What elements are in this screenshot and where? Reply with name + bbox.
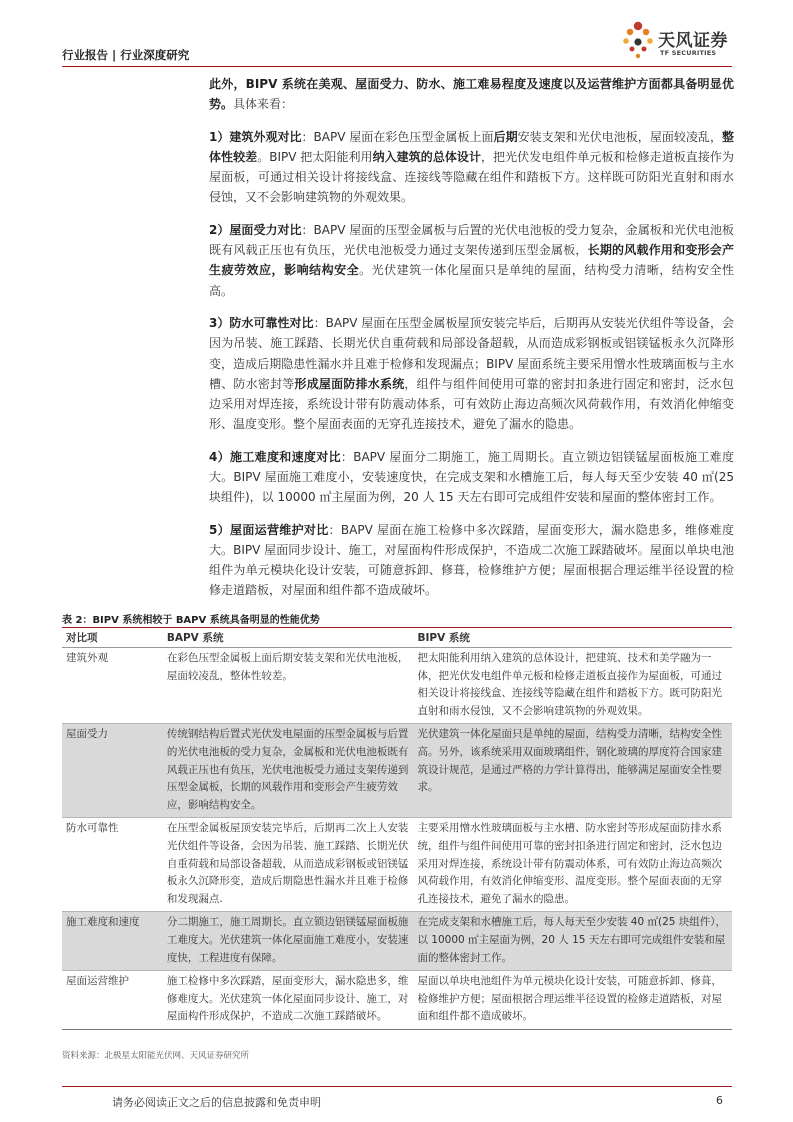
- row-bapv: 分二期施工，施工周期长。直立锁边铝镁锰屋面板施工难度大。光伏建筑一体化屋面施工难度小，安装速度快，工程进度有保障。: [164, 912, 415, 971]
- emphasis-text: 后期: [493, 129, 518, 144]
- row-bipv: 把太阳能利用纳入建筑的总体设计，把建筑、技术和美学融为一体，把光伏发电组件单元板和检修走道板直接作为屋面板，可通过相关设计将接线盒、连接线等隐藏在组件和踏板下方。既可防阳光直射和雨水侵蚀，又不会影响建筑物的外观效果。: [414, 648, 732, 724]
- header-item: 对比项: [62, 628, 164, 648]
- table-row: [62, 648, 732, 724]
- logo-mark-icon: [620, 20, 656, 64]
- footer-divider: [62, 1086, 732, 1087]
- row-item: 防水可靠性: [62, 818, 164, 912]
- header-bipv: BIPV 系统: [414, 628, 732, 648]
- body-run: ，组件与组件间使用可靠的密封扣条进行固定和密封，泛水包边采用对焊连接，系统设计带有防震动体系，可有效防止海边高频次风荷载作用，有效消化伸缩变形、温度变形。整个屋面表面的无穿孔连接技术，避免了漏水的隐患。: [209, 376, 734, 432]
- header-divider: [62, 66, 732, 67]
- data-source: 资料来源：北极星太阳能光伏网、天风证券研究所: [62, 1051, 250, 1061]
- paragraph-waterproof: [209, 313, 734, 434]
- body-run: ：BAPV 屋面分二期施工，施工周期长。直立锁边铝镁锰屋面板施工难度大。BIPV 屋面施工难度小，安装速度快，在完成支架和水槽施工后，每人每天至少安装 40 ㎡(25 块组件)，以 10000 ㎡主屋面为例，20 人 15 天左右即可完成组件安装和屋面的整体密封工作。: [209, 449, 734, 505]
- body-run: 。BIPV 把太阳能利用: [257, 150, 373, 164]
- comparison-table: [62, 627, 732, 1030]
- tf-securities-logo: [620, 20, 735, 64]
- body-run: ：BAPV 屋面在压型金属板屋顶安装完毕后，后期再从安装光伏组件等设备，会因为吊装、施工踩踏、长期光伏自重荷载和局部设备超载，从而造成彩钢板或铝镁锰板永久沉降形变，造成后期隐患性漏水并且难于检修和发现漏点；BIPV 屋面系统主要采用憎水性玻璃面板与主水槽、防水密封等: [209, 316, 734, 391]
- body-run: 。光伏建筑一体化屋面只是单纯的屋面，结构受力清晰，结构安全性高。: [209, 263, 734, 298]
- table-row: [62, 912, 732, 971]
- body-run: ：BAPV 屋面在彩色压型金属板上面: [301, 129, 494, 144]
- page-number: 6: [716, 1094, 723, 1107]
- body-run: ：BAPV 屋面的压型金属板与后置的光伏电池板的受力复杂，金属板和光伏电池板既有风载正压也有负压，光伏电池板受力通过支架传递到压型金属板，: [209, 223, 734, 258]
- paragraph-appearance: [209, 127, 734, 208]
- row-item: 屋面受力: [62, 724, 164, 818]
- emphasis-text: 2）屋面受力对比: [209, 223, 302, 237]
- emphasis-text: 4）施工难度和速度对比: [209, 449, 341, 464]
- row-item: 屋面运营维护: [62, 971, 164, 1030]
- logo-english-name: TF SECURITIES: [660, 49, 717, 57]
- emphasis-text: 1）建筑外观对比: [209, 129, 302, 144]
- row-bipv: 在完成支架和水槽施工后，每人每天至少安装 40 ㎡(25 块组件），以 10000 ㎡主屋面为例，20 人 15 天左右即可完成组件安装和屋面的整体密封工作。: [414, 912, 732, 971]
- table-header-row: [62, 628, 732, 648]
- paragraph-maintenance: [209, 520, 734, 601]
- paragraph-construction: [209, 447, 734, 508]
- intro-paragraph: [209, 74, 734, 114]
- row-bapv: 施工检修中多次踩踏，屋面变形大，漏水隐患多，维修难度大。光伏建筑一体化屋面同步设计、施工，对屋面构件形成保护，不造成二次施工踩踏破坏。: [164, 971, 415, 1030]
- row-bipv: 光伏建筑一体化屋面只是单纯的屋面，结构受力清晰，结构安全性高。另外，该系统采用双面玻璃组件，钢化玻璃的厚度符合国家建筑设计规范，是通过严格的力学计算得出，能够满足屋面安全性要求。: [414, 724, 732, 818]
- table-row: [62, 818, 732, 912]
- table-title: 表 2：BIPV 系统相较于 BAPV 系统具备明显的性能优势: [62, 615, 320, 626]
- table-row: [62, 971, 732, 1030]
- body-run: ，把光伏发电组件单元板和检修走道板直接作为屋面板，可通过相关设计将接线盒、连接线等隐藏在组件和踏板下方。这样既可防阳光直射和雨水侵蚀，又不会影响建筑物的外观效果。: [209, 150, 734, 205]
- row-bipv: 屋面以单块电池组件为单元模块化设计安装，可随意拆卸、修葺，检修维护方便；屋面根据合理运维半径设置的检修走道踏板，对屋面和组件都不造成破坏。: [414, 971, 732, 1030]
- body-run: ：BAPV 屋面在施工检修中多次踩踏，屋面变形大，漏水隐患多，维修难度大。BIPV 屋面同步设计、施工，对屋面构件形成保护，不造成二次施工踩踏破坏。屋面以单块电池组件为单元模块化设计安装，可随意拆卸、修葺，检修维护方便；屋面根据合理运维半径设置的检修走道踏板，对屋面和组件都不造成破坏。: [209, 522, 734, 598]
- row-bapv: 在彩色压型金属板上面后期安装支架和光伏电池板，屋面较凌乱，整体性较差。: [164, 648, 415, 724]
- emphasis-text: 5）屋面运营维护对比: [209, 522, 329, 537]
- header-bapv: BAPV 系统: [164, 628, 415, 648]
- paragraph-roof-load: [209, 220, 734, 301]
- body-run: 安装支架和光伏电池板，屋面较凌乱，: [517, 129, 722, 144]
- body-text: [209, 74, 734, 613]
- emphasis-text: 形成屋面防排水系统: [294, 376, 405, 391]
- intro-bold: 此外，BIPV 系统在美观、屋面受力、防水、施工难易程度及速度以及运营维护方面都具备明显优势。: [209, 77, 734, 112]
- row-item: 施工难度和速度: [62, 912, 164, 971]
- emphasis-text: 3）防水可靠性对比: [209, 316, 314, 331]
- emphasis-text: 纳入建筑的总体设计: [372, 150, 482, 164]
- row-item: 建筑外观: [62, 648, 164, 724]
- row-bipv: 主要采用憎水性玻璃面板与主水槽、防水密封等形成屋面防排水系统，组件与组件间使用可靠的密封扣条进行固定和密封，泛水包边采用对焊连接，系统设计带有防震动体系，可有效防止海边高频次风荷载作用，有效消化伸缩变形、温度变形。整个屋面表面的无穿孔连接技术，避免了漏水的隐患。: [414, 818, 732, 912]
- disclaimer-text: 请务必阅读正文之后的信息披露和免责申明: [112, 1096, 321, 1109]
- row-bapv: 在压型金属板屋顶安装完毕后，后期再二次上人安装光伏组件等设备，会因为吊装、施工踩踏、长期光伏自重荷载和局部设备超载，从而造成彩钢板或铝镁锰板永久沉降形变，造成后期隐患性漏水并且难于检修和发现漏点.: [164, 818, 415, 912]
- intro-tail: 具体来看：: [233, 97, 294, 112]
- report-category: 行业报告 | 行业深度研究: [62, 48, 190, 62]
- emphasis-text: 长期的风载作用和变形会产生疲劳效应，影响结构安全: [209, 243, 734, 278]
- table-row: [62, 724, 732, 818]
- row-bapv: 传统钢结构后置式光伏发电屋面的压型金属板与后置的光伏电池板的受力复杂，金属板和光伏电池板既有风载正压也有负压，光伏电池板受力通过支架传递到压型金属板，长期的风载作用和变形会产生疲劳效应，影响结构安全。: [164, 724, 415, 818]
- logo-chinese-name: 天风证券: [658, 31, 728, 51]
- emphasis-text: 整体性较差: [209, 129, 734, 164]
